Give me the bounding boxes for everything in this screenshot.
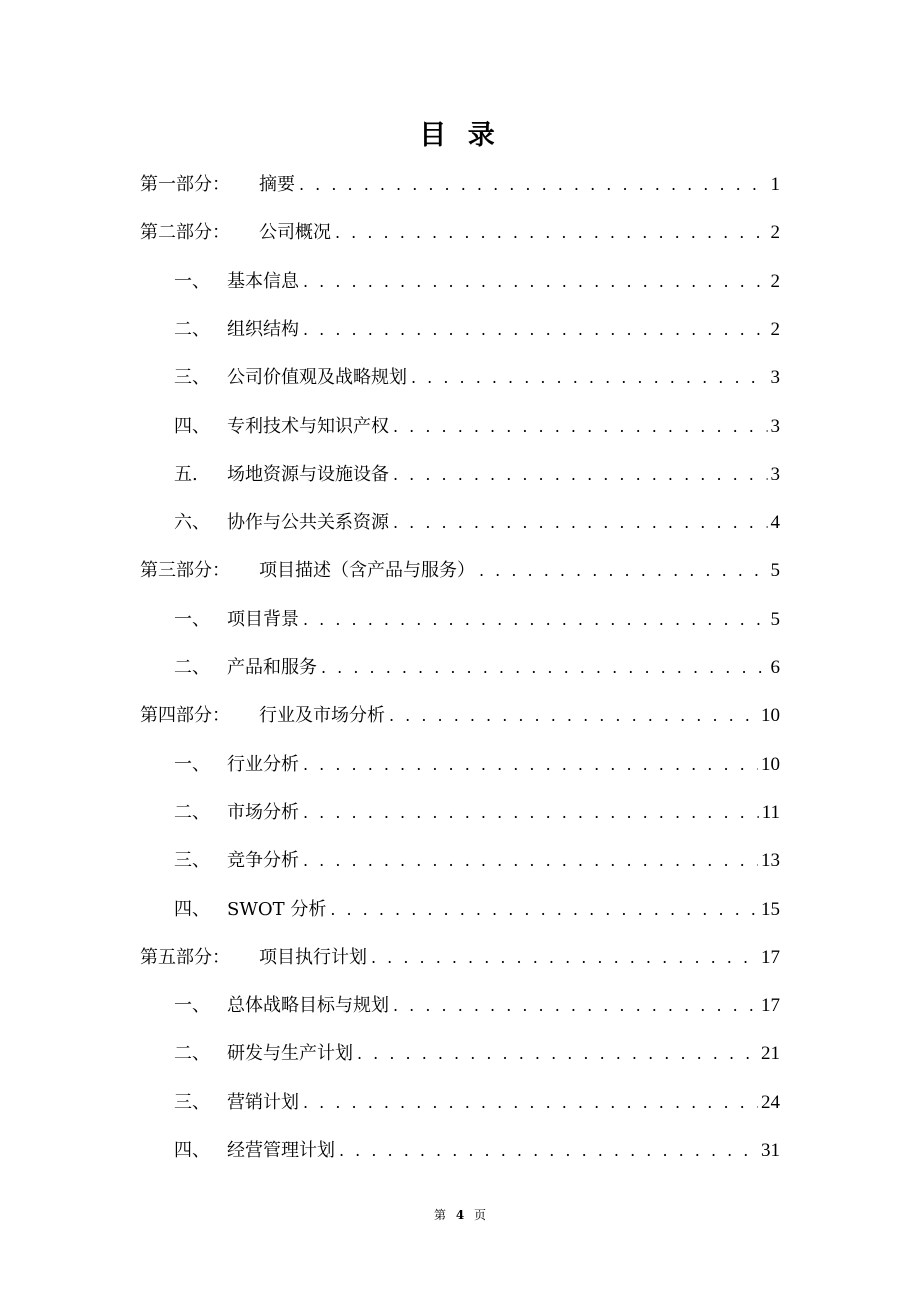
- toc-entry-title: SWOT 分析: [227, 898, 327, 920]
- toc-entry-prefix: 三、: [174, 367, 210, 389]
- toc-dot-leader: [393, 991, 758, 1021]
- toc-entry-page-number: 10: [761, 705, 780, 727]
- toc-entry-prefix: 二、: [174, 318, 210, 340]
- toc-entry-page-number: 2: [770, 222, 780, 244]
- toc-dot-leader: [411, 363, 768, 393]
- toc-entry[interactable]: [174, 363, 780, 393]
- toc-entry-page-number: 2: [770, 318, 780, 340]
- toc-dot-leader: [330, 895, 758, 925]
- toc-dot-leader: [357, 1039, 758, 1069]
- toc-entry-title: 基本信息: [227, 270, 299, 292]
- toc-entry[interactable]: [174, 653, 780, 683]
- toc-entry[interactable]: [174, 508, 780, 538]
- toc-entry-title: 公司价值观及战略规划: [227, 367, 407, 389]
- toc-entry[interactable]: [174, 412, 780, 442]
- toc-entry-title: 项目描述（含产品与服务）: [259, 560, 475, 582]
- toc-dot-leader: [479, 556, 768, 586]
- toc-entry[interactable]: [174, 991, 780, 1021]
- toc-dot-leader: [303, 1088, 758, 1118]
- toc-entry-prefix: 第二部分：: [140, 222, 230, 244]
- footer-suffix: 页: [474, 1208, 487, 1222]
- toc-entry-page-number: 5: [770, 560, 780, 582]
- toc-entry-prefix: 一、: [174, 270, 210, 292]
- toc-entry-page-number: 2: [770, 270, 780, 292]
- toc-entry-prefix: 四、: [174, 415, 210, 437]
- toc-entry-title: 项目背景: [227, 608, 299, 630]
- toc-dot-leader: [321, 653, 768, 683]
- toc-entry-prefix: 四、: [174, 898, 210, 920]
- toc-entry-prefix: 四、: [174, 1140, 210, 1161]
- toc-entry-page-number: 24: [761, 1091, 780, 1113]
- toc-entry-prefix: 三、: [174, 850, 210, 872]
- page-footer: [0, 1206, 920, 1223]
- toc-dot-leader: [335, 218, 768, 248]
- toc-entry[interactable]: [140, 170, 780, 200]
- toc-entry-title: 市场分析: [227, 801, 299, 823]
- toc-entry[interactable]: [140, 556, 780, 586]
- toc-entry-page-number: 3: [770, 415, 780, 437]
- toc-dot-leader: [303, 267, 768, 297]
- toc-entry-prefix: 二、: [174, 801, 210, 823]
- toc-entry[interactable]: [174, 315, 780, 345]
- toc-entry-page-number: 3: [770, 367, 780, 389]
- toc-entry[interactable]: [174, 1088, 780, 1118]
- toc-entry-prefix: 二、: [174, 657, 210, 678]
- toc-entry-page-number: 5: [770, 608, 780, 630]
- toc-entry-title: 项目执行计划: [259, 946, 367, 968]
- toc-entry-page-number: 13: [761, 850, 780, 872]
- toc-entry-page-number: 11: [761, 801, 780, 823]
- toc-entry-prefix: 第四部分：: [140, 705, 230, 727]
- toc-dot-leader: [371, 943, 758, 973]
- toc-entry-title: 公司概况: [259, 222, 331, 244]
- toc-entry-title: 摘要: [259, 174, 295, 195]
- toc-entry-title: 研发与生产计划: [227, 1043, 353, 1065]
- toc-dot-leader: [339, 1136, 758, 1166]
- toc-entry-title: 行业分析: [227, 753, 299, 775]
- toc-entry-title: 协作与公共关系资源: [227, 512, 389, 534]
- toc-entry[interactable]: [174, 605, 780, 635]
- toc-dot-leader: [389, 701, 758, 731]
- toc-dot-leader: [393, 412, 768, 442]
- toc-entry-page-number: 3: [770, 463, 780, 485]
- toc-entry-page-number: 10: [761, 753, 780, 775]
- toc-entry[interactable]: [174, 1039, 780, 1069]
- toc-dot-leader: [299, 170, 768, 200]
- toc-entry[interactable]: [174, 1136, 780, 1166]
- toc-entry-page-number: 31: [761, 1140, 780, 1161]
- toc-entry-title: 经营管理计划: [227, 1140, 335, 1161]
- toc-entry-title: 竞争分析: [227, 850, 299, 872]
- toc-entry-prefix: 二、: [174, 1043, 210, 1065]
- toc-entry-prefix: 第三部分：: [140, 560, 230, 582]
- toc-entry[interactable]: [140, 701, 780, 731]
- toc-dot-leader: [393, 508, 768, 538]
- toc-dot-leader: [303, 605, 768, 635]
- toc-entry-prefix: 第五部分：: [140, 946, 230, 968]
- toc-entry[interactable]: [174, 846, 780, 876]
- toc-entry-prefix: 五.: [174, 463, 198, 485]
- toc-entry-title: 营销计划: [227, 1091, 299, 1113]
- toc-entry-page-number: 6: [770, 657, 780, 678]
- toc-dot-leader: [303, 798, 759, 828]
- toc-entry-page-number: 4: [770, 512, 780, 534]
- toc-entry-prefix: 三、: [174, 1091, 210, 1113]
- toc-entry[interactable]: [140, 943, 780, 973]
- toc-entry[interactable]: [174, 798, 780, 828]
- toc-entry[interactable]: [174, 460, 780, 490]
- toc-entry-page-number: 15: [761, 898, 780, 920]
- toc-entry-page-number: 17: [761, 995, 780, 1017]
- toc-entry-prefix: 第一部分：: [140, 174, 230, 195]
- toc-dot-leader: [303, 750, 758, 780]
- toc-entry-title: 组织结构: [227, 318, 299, 340]
- footer-prefix: 第: [433, 1208, 446, 1222]
- toc-dot-leader: [303, 846, 758, 876]
- footer-page-number: 4: [455, 1208, 465, 1222]
- toc-entry-title: 场地资源与设施设备: [227, 463, 389, 485]
- toc-entry-page-number: 17: [761, 946, 780, 968]
- toc-entry-title: 产品和服务: [227, 657, 317, 678]
- toc-entry[interactable]: [140, 218, 780, 248]
- toc-entry-page-number: 21: [761, 1043, 780, 1065]
- toc-entry-title: 总体战略目标与规划: [227, 995, 389, 1017]
- toc-entry[interactable]: [174, 895, 780, 925]
- toc-entry-prefix: 一、: [174, 608, 210, 630]
- toc-entry-prefix: 六、: [174, 512, 210, 534]
- toc-entry[interactable]: [174, 750, 780, 780]
- toc-dot-leader: [303, 315, 768, 345]
- page-title: 目 录: [419, 120, 501, 151]
- toc-entry-prefix: 一、: [174, 995, 210, 1017]
- toc-entry-page-number: 1: [770, 174, 780, 195]
- toc-entry[interactable]: [174, 267, 780, 297]
- toc-entry-prefix: 一、: [174, 753, 210, 775]
- toc-dot-leader: [393, 460, 768, 490]
- toc-entry-title: 专利技术与知识产权: [227, 415, 389, 437]
- toc-entry-title: 行业及市场分析: [259, 705, 385, 727]
